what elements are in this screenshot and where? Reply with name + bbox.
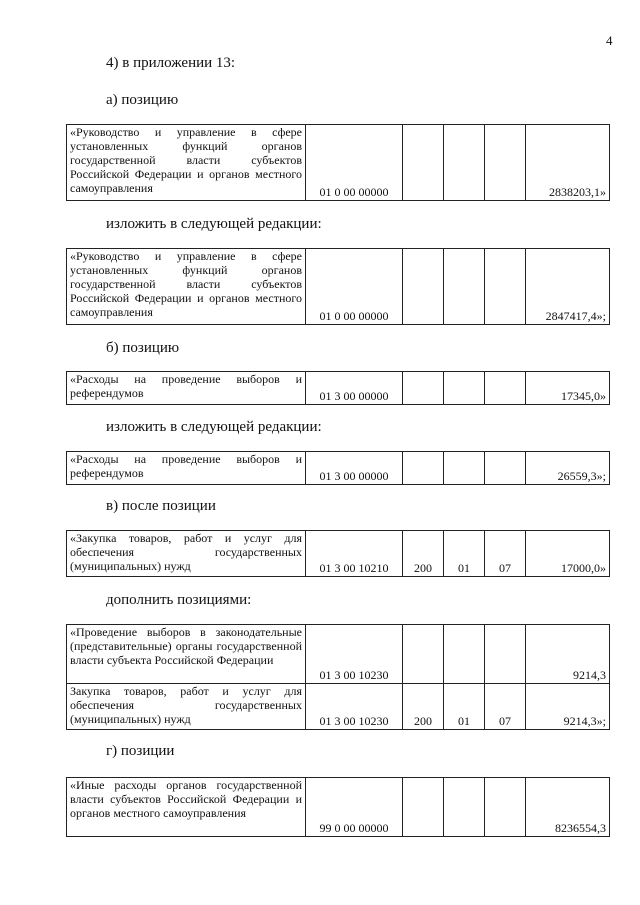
amount-cell: 2838203,1» [526, 125, 610, 201]
item-b-replace-label: изложить в следующей редакции: [106, 419, 322, 435]
position-table [66, 124, 610, 201]
expense-type-cell [403, 372, 444, 405]
target-article-cell: 01 3 00 10230 [306, 625, 403, 684]
position-name-cell: Закупка товаров, работ и услуг для обеспечения государственных (муниципальных) нужд [67, 684, 306, 730]
table-row [67, 625, 610, 684]
item-b-label: б) позицию [106, 340, 180, 356]
amount-cell: 17345,0» [526, 372, 610, 405]
target-article-cell: 01 3 00 10230 [306, 684, 403, 730]
position-table [66, 777, 610, 837]
amount-cell: 9214,3»; [526, 684, 610, 730]
amount-cell: 26559,3»; [526, 452, 610, 485]
table-row [67, 452, 610, 485]
amount-cell: 8236554,3 [526, 778, 610, 837]
subsection-cell [485, 778, 526, 837]
subsection-cell [485, 372, 526, 405]
position-table [66, 624, 610, 730]
section-cell [444, 625, 485, 684]
position-table [66, 451, 610, 485]
subsection-cell [485, 125, 526, 201]
item-v-add-label: дополнить позициями: [106, 592, 252, 608]
section-cell: 01 [444, 684, 485, 730]
position-name-cell: «Закупка товаров, работ и услуг для обеспечения государственных (муниципальных) нужд [67, 531, 306, 577]
position-table [66, 248, 610, 325]
position-table [66, 371, 610, 405]
section-cell [444, 372, 485, 405]
target-article-cell: 99 0 00 00000 [306, 778, 403, 837]
position-name-cell: «Проведение выборов в законодательные (представительные) органы государственной власти субъекта Российской Федерации [67, 625, 306, 684]
expense-type-cell [403, 625, 444, 684]
table-row [67, 778, 610, 837]
section-cell [444, 778, 485, 837]
page-number: 4 [606, 33, 613, 48]
subsection-cell [485, 625, 526, 684]
table-row [67, 125, 610, 201]
item-v-label: в) после позиции [106, 498, 216, 514]
position-name-cell: «Иные расходы органов государственной власти субъектов Российской Федерации и органов местного самоуправления [67, 778, 306, 837]
expense-type-cell: 200 [403, 684, 444, 730]
target-article-cell: 01 0 00 00000 [306, 249, 403, 325]
target-article-cell: 01 0 00 00000 [306, 125, 403, 201]
position-name-cell: «Расходы на проведение выборов и референдумов [67, 452, 306, 485]
amount-cell: 2847417,4»; [526, 249, 610, 325]
expense-type-cell [403, 452, 444, 485]
expense-type-cell [403, 778, 444, 837]
heading-appendix: 4) в приложении 13: [106, 55, 236, 71]
amount-cell: 9214,3 [526, 625, 610, 684]
target-article-cell: 01 3 00 00000 [306, 452, 403, 485]
subsection-cell [485, 452, 526, 485]
subsection-cell [485, 249, 526, 325]
section-cell [444, 452, 485, 485]
position-name-cell: «Руководство и управление в сфере установленных функций органов государственной власти субъектов Российской Федерации и органов местного самоуправления [67, 125, 306, 201]
expense-type-cell: 200 [403, 531, 444, 577]
item-g-label: г) позиции [106, 743, 175, 759]
subsection-cell: 07 [485, 684, 526, 730]
target-article-cell: 01 3 00 00000 [306, 372, 403, 405]
amount-cell: 17000,0» [526, 531, 610, 577]
table-row [67, 372, 610, 405]
table-row [67, 684, 610, 730]
section-cell: 01 [444, 531, 485, 577]
position-table [66, 530, 610, 577]
table-row [67, 531, 610, 577]
section-cell [444, 249, 485, 325]
item-a-replace-label: изложить в следующей редакции: [106, 216, 322, 232]
position-name-cell: «Расходы на проведение выборов и референдумов [67, 372, 306, 405]
section-cell [444, 125, 485, 201]
table-row [67, 249, 610, 325]
item-a-label: а) позицию [106, 92, 179, 108]
expense-type-cell [403, 249, 444, 325]
expense-type-cell [403, 125, 444, 201]
position-name-cell: «Руководство и управление в сфере установленных функций органов государственной власти субъектов Российской Федерации и органов местного самоуправления [67, 249, 306, 325]
target-article-cell: 01 3 00 10210 [306, 531, 403, 577]
subsection-cell: 07 [485, 531, 526, 577]
